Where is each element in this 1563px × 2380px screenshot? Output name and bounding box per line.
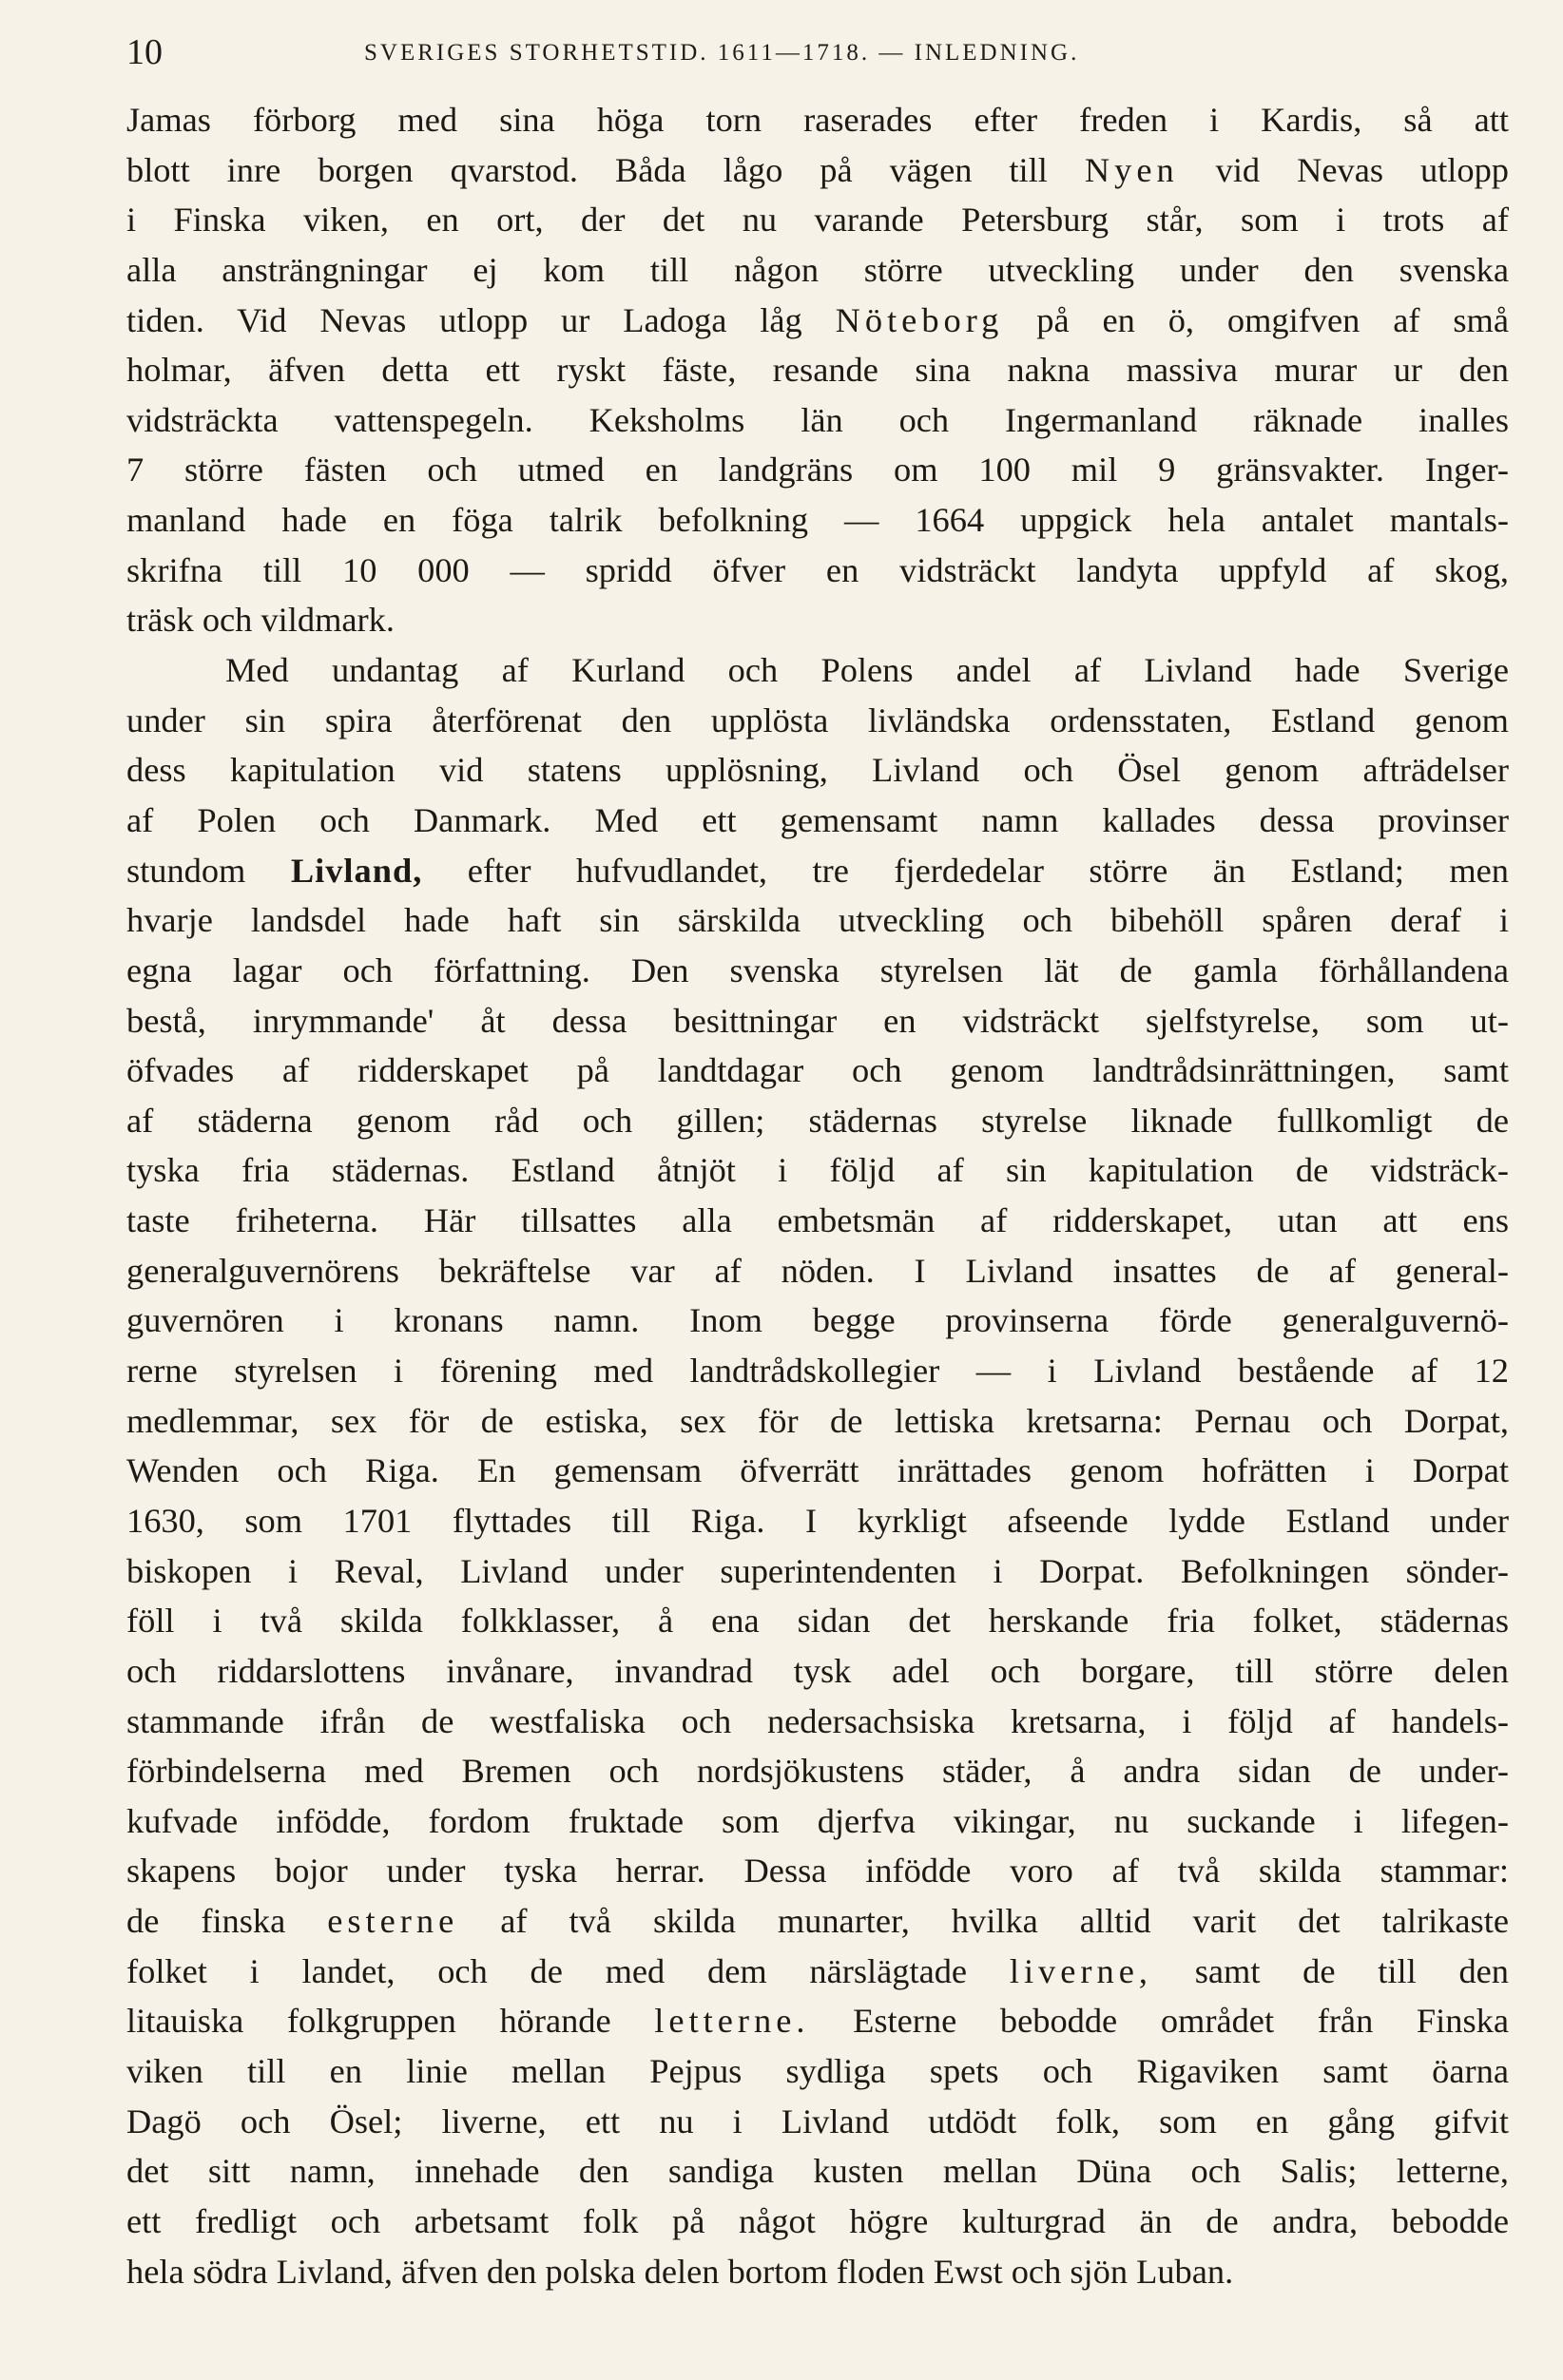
text-segment: litauiska folkgruppen hörande [126, 2002, 655, 2041]
text-line: det sitt namn, innehade den sandiga kusten mellan Düna och Salis; letterne, [126, 2152, 1509, 2191]
text-line: hvarje landsdel hade haft sin särskilda utveckling och bibehöll spåren deraf i [126, 901, 1509, 940]
text-segment: de finska [126, 1902, 328, 1941]
text-segment: Esterne bebodde området från Finska [809, 2002, 1509, 2041]
text-line: holmar, äfven detta ett ryskt fäste, resande sina nakna massiva murar ur den [126, 351, 1509, 390]
text-line: dess kapitulation vid statens upplösning, Livland och Ösel genom afträdelser [126, 751, 1509, 790]
text-line: taste friheterna. Här tillsattes alla embetsmän af ridderskapet, utan att ens [126, 1201, 1509, 1240]
text-segment: samt de till den [1151, 1951, 1509, 1990]
text-line: viken till en linie mellan Pejpus sydliga spets och Rigaviken samt öarna [126, 2051, 1509, 2090]
text-segment: på en ö, omgifven af små [1003, 300, 1510, 339]
text-line: Med undantag af Kurland och Polens andel af Livland hade Sverige [225, 651, 1509, 690]
text-line: biskopen i Reval, Livland under superintendenten i Dorpat. Befolkningen sönder- [126, 1551, 1509, 1590]
text-line [126, 145, 1509, 196]
text-line: bestå, inrymmande' åt dessa besittningar en vidsträckt sjelfstyrelse, som ut- [126, 1001, 1509, 1040]
running-head [126, 29, 1509, 76]
text-line: generalguvernörens bekräftelse var af nöden. I Livland insattes de af general- [126, 1251, 1509, 1290]
body-text [126, 95, 1509, 2296]
text-line: guvernören i kronans namn. Inom begge provinserna förde generalguvernö- [126, 1301, 1509, 1340]
text-line: stammande ifrån de westfaliska och nedersachsiska kretsarna, i följd af handels- [126, 1701, 1509, 1740]
page-number: 10 [126, 32, 163, 72]
text-line [126, 1947, 1509, 1997]
text-segment: stundom [126, 851, 291, 890]
text-segment: blott inre borgen qvarstod. Båda lågo på vägen till [126, 150, 1085, 189]
text-line: förbindelserna med Bremen och nordsjökustens städer, å andra sidan de under- [126, 1752, 1509, 1791]
text-segment: tiden. Vid Nevas utlopp ur Ladoga låg [126, 300, 836, 339]
spaced-term-nyen: Nyen [1084, 150, 1179, 189]
text-line: vidsträckta vattenspegeln. Keksholms län och Ingermanland räknade inalles [126, 400, 1509, 439]
text-line: alla ansträngningar ej kom till någon större utveckling under den svenska [126, 250, 1509, 289]
bold-term-livland: Livland, [290, 851, 423, 890]
text-line: af städerna genom råd och gillen; städernas styrelse liknade fullkomligt de [126, 1101, 1509, 1140]
text-line: och riddarslottens invånare, invandrad tysk adel och borgare, till större delen [126, 1651, 1509, 1690]
text-line: i Finska viken, en ort, der det nu varande Petersburg står, som i trots af [126, 201, 1509, 240]
text-line: af Polen och Danmark. Med ett gemensamt namn kallades dessa provinser [126, 800, 1509, 839]
text-line: Jamas förborg med sina höga torn raserades efter freden i Kardis, så att [126, 101, 1509, 139]
text-line: öfvades af ridderskapet på landtdagar och genom landtrådsinrättningen, samt [126, 1051, 1509, 1090]
text-line [126, 1996, 1509, 2046]
text-line: under sin spira återförenat den upplösta livländska ordensstaten, Estland genom [126, 701, 1509, 739]
text-segment: af två skilda munarter, hvilka alltid varit det talrikaste [458, 1902, 1509, 1941]
text-line [126, 846, 1509, 896]
text-line: manland hade en föga talrik befolkning — 1664 uppgick hela antalet mantals- [126, 501, 1509, 540]
spaced-term-liverne: liverne, [1009, 1951, 1152, 1990]
text-segment: folket i landet, och de med dem närslägtade [126, 1951, 1010, 1990]
text-line: skapens bojor under tyska herrar. Dessa infödde voro af två skilda stammar: [126, 1852, 1509, 1891]
text-line [126, 1896, 1509, 1947]
running-title: SVERIGES STORHETSTID. 1611—1718. — INLEDNING. [364, 40, 1080, 66]
text-line: 7 större fästen och utmed en landgräns om 100 mil 9 gränsvakter. Inger- [126, 451, 1509, 489]
spaced-term-esterne: esterne [327, 1902, 459, 1941]
text-segment: vid Nevas utlopp [1178, 150, 1509, 189]
text-line: träsk och vildmark. [126, 601, 395, 640]
text-line: rerne styrelsen i förening med landtrådskollegier — i Livland bestående af 12 [126, 1352, 1509, 1391]
text-line: medlemmar, sex för de estiska, sex för de lettiska kretsarna: Pernau och Dorpat, [126, 1401, 1509, 1440]
text-line: Dagö och Ösel; liverne, ett nu i Livland utdödt folk, som en gång gifvit [126, 2102, 1509, 2140]
text-line: kufvade infödde, fordom fruktade som djerfva vikingar, nu suckande i lifegen- [126, 1801, 1509, 1840]
text-line: föll i två skilda folkklasser, å ena sidan det herskande fria folket, städernas [126, 1602, 1509, 1641]
spaced-term-noteborg: Nöteborg [835, 300, 1004, 339]
text-line: hela södra Livland, äfven den polska delen bortom floden Ewst och sjön Luban. [126, 2252, 1234, 2291]
text-line [126, 296, 1509, 346]
text-line: Wenden och Riga. En gemensam öfverrätt inrättades genom hofrätten i Dorpat [126, 1451, 1509, 1490]
text-line: ett fredligt och arbetsamt folk på något högre kulturgrad än de andra, bebodde [126, 2201, 1509, 2240]
text-line: 1630, som 1701 flyttades till Riga. I kyrkligt afseende lydde Estland under [126, 1501, 1509, 1540]
text-line: tyska fria städernas. Estland åtnjöt i följd af sin kapitulation de vidsträck- [126, 1151, 1509, 1190]
text-line: skrifna till 10 000 — spridd öfver en vidsträckt landyta uppfyld af skog, [126, 550, 1509, 589]
text-segment: efter hufvudlandet, tre fjerdedelar större än Estland; men [422, 851, 1509, 890]
spaced-term-letterne: letterne. [654, 2002, 810, 2041]
text-line: egna lagar och författning. Den svenska styrelsen lät de gamla förhållandena [126, 950, 1509, 989]
